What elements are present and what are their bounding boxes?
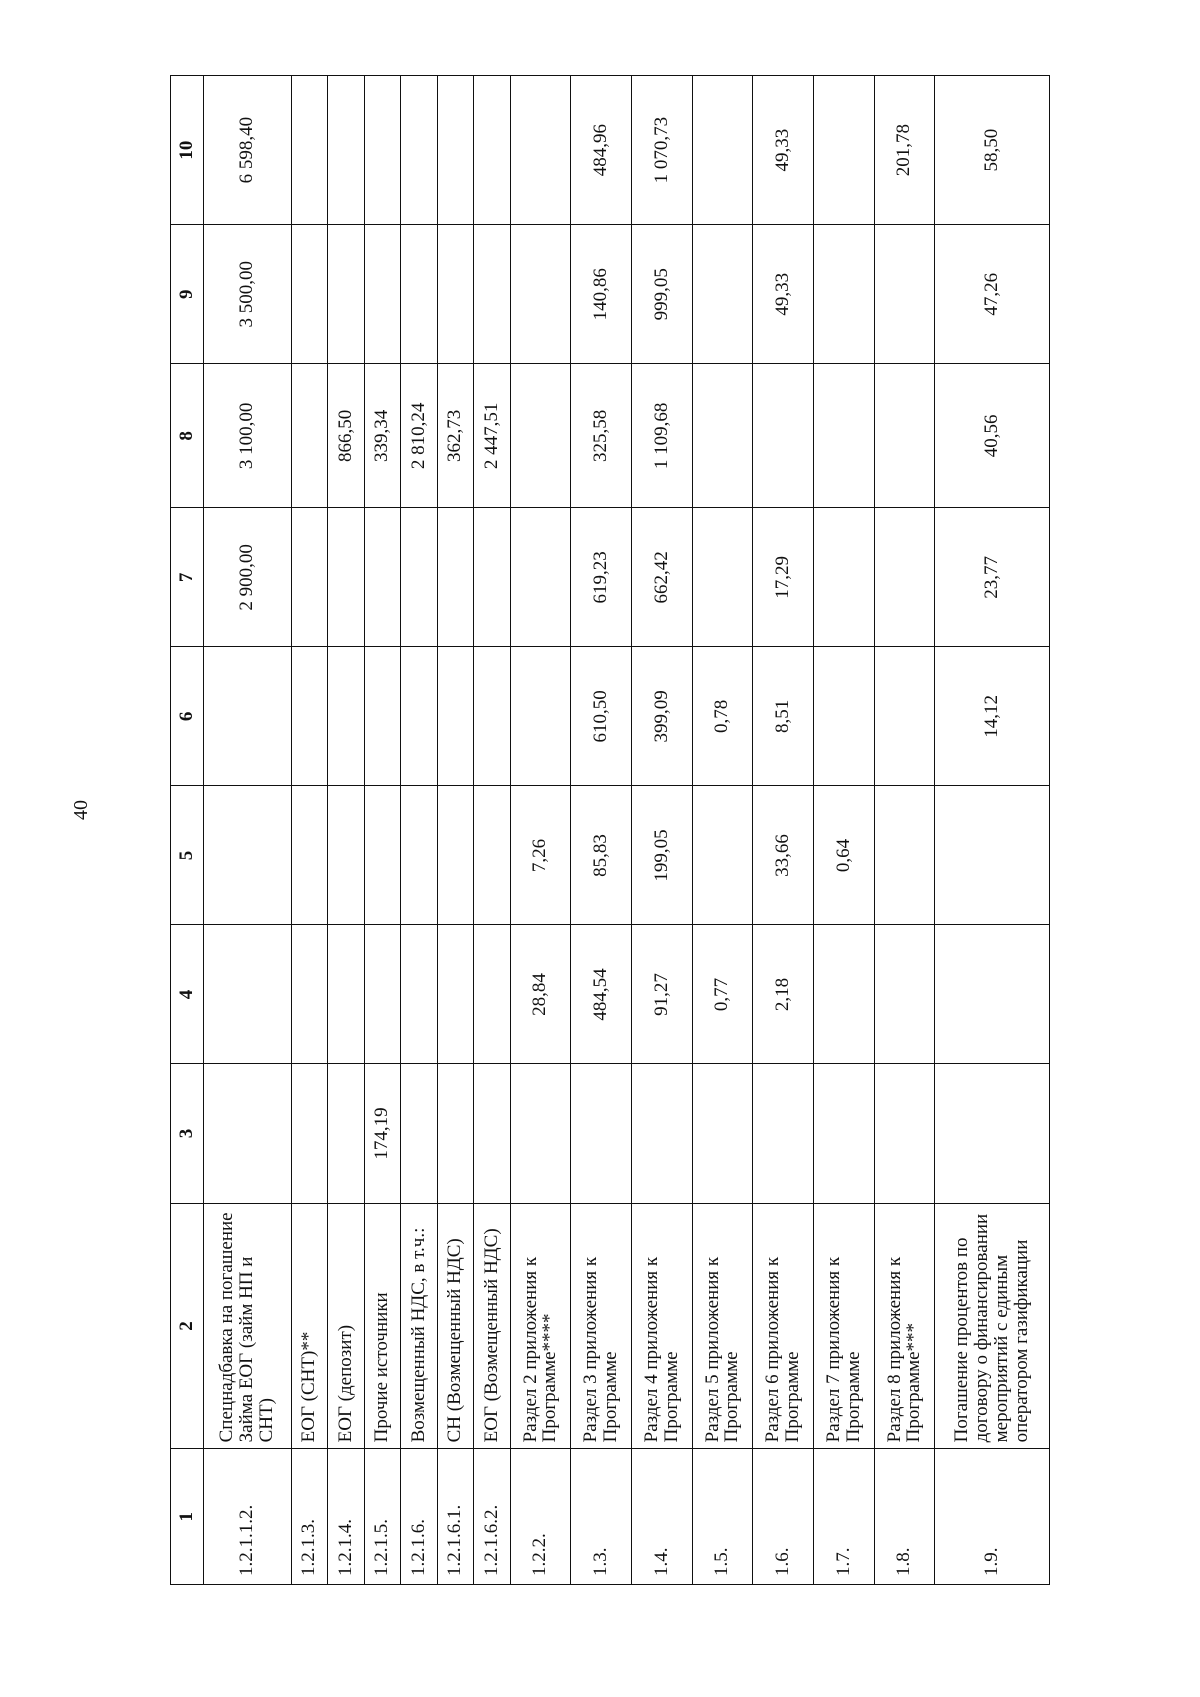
page-number: 40: [70, 800, 92, 820]
cell-col-6: [204, 647, 292, 786]
cell-col-5: 0,64: [813, 786, 874, 925]
cell-col-4: 28,84: [510, 925, 571, 1064]
row-code: 1.9.: [935, 1449, 1050, 1585]
row-code: 1.2.1.5.: [364, 1449, 401, 1585]
table-row: [631, 76, 692, 1585]
cell-col-10: [510, 76, 571, 225]
cell-col-9: [510, 225, 571, 364]
row-label: Спецнадбавка на погашение Займа ЕОГ (займ НП и СНТ): [204, 1203, 292, 1449]
cell-col-3: [510, 1064, 571, 1203]
cell-col-8: 2 810,24: [401, 364, 438, 508]
cell-col-6: [874, 647, 935, 786]
table-row: [364, 76, 401, 1585]
table-row: [437, 76, 474, 1585]
cell-col-3: [874, 1064, 935, 1203]
cell-col-6: 610,50: [571, 647, 632, 786]
row-label: Раздел 6 приложения к Программе: [753, 1203, 814, 1449]
row-code: 1.6.: [753, 1449, 814, 1585]
cell-col-5: [204, 786, 292, 925]
cell-col-4: [291, 925, 328, 1064]
cell-col-10: [328, 76, 365, 225]
cell-col-7: 619,23: [571, 508, 632, 647]
cell-col-9: [437, 225, 474, 364]
cell-col-7: 2 900,00: [204, 508, 292, 647]
cell-col-4: [364, 925, 401, 1064]
column-header-4: 4: [171, 925, 204, 1064]
cell-col-7: [692, 508, 753, 647]
cell-col-10: 201,78: [874, 76, 935, 225]
row-label: ЕОГ (депозит): [328, 1203, 365, 1449]
cell-col-9: 49,33: [753, 225, 814, 364]
cell-col-6: [510, 647, 571, 786]
cell-col-6: [813, 647, 874, 786]
cell-col-5: [874, 786, 935, 925]
cell-col-9: [328, 225, 365, 364]
cell-col-4: [935, 925, 1050, 1064]
cell-col-5: [935, 786, 1050, 925]
cell-col-5: [692, 786, 753, 925]
cell-col-5: 199,05: [631, 786, 692, 925]
cell-col-7: [291, 508, 328, 647]
cell-col-3: [437, 1064, 474, 1203]
cell-col-8: 339,34: [364, 364, 401, 508]
cell-col-4: [204, 925, 292, 1064]
cell-col-8: [874, 364, 935, 508]
cell-col-9: [401, 225, 438, 364]
cell-col-7: [328, 508, 365, 647]
row-label: Раздел 4 приложения к Программе: [631, 1203, 692, 1449]
row-code: 1.2.1.6.: [401, 1449, 438, 1585]
cell-col-6: [364, 647, 401, 786]
cell-col-7: [510, 508, 571, 647]
table-row: [328, 76, 365, 1585]
table-row: [753, 76, 814, 1585]
cell-col-9: [474, 225, 511, 364]
cell-col-5: [437, 786, 474, 925]
cell-col-6: [437, 647, 474, 786]
column-header-10: 10: [171, 76, 204, 225]
cell-col-9: 999,05: [631, 225, 692, 364]
data-table: [170, 75, 1050, 1585]
cell-col-10: 484,96: [571, 76, 632, 225]
row-code: 1.3.: [571, 1449, 632, 1585]
row-code: 1.5.: [692, 1449, 753, 1585]
row-label: ЕОГ (СНТ)**: [291, 1203, 328, 1449]
cell-col-10: 1 070,73: [631, 76, 692, 225]
cell-col-6: 0,78: [692, 647, 753, 786]
row-code: 1.2.1.3.: [291, 1449, 328, 1585]
cell-col-7: 17,29: [753, 508, 814, 647]
cell-col-3: [935, 1064, 1050, 1203]
row-label: Раздел 7 приложения к Программе: [813, 1203, 874, 1449]
table-row: [401, 76, 438, 1585]
cell-col-3: [291, 1064, 328, 1203]
cell-col-4: [874, 925, 935, 1064]
row-code: 1.2.2.: [510, 1449, 571, 1585]
cell-col-8: 40,56: [935, 364, 1050, 508]
cell-col-7: [401, 508, 438, 647]
cell-col-9: [291, 225, 328, 364]
row-label: Возмещенный НДС, в т.ч.:: [401, 1203, 438, 1449]
cell-col-7: 662,42: [631, 508, 692, 647]
cell-col-8: 2 447,51: [474, 364, 511, 508]
cell-col-8: 1 109,68: [631, 364, 692, 508]
row-label: Раздел 8 приложения к Программе***: [874, 1203, 935, 1449]
cell-col-10: 58,50: [935, 76, 1050, 225]
cell-col-6: [401, 647, 438, 786]
cell-col-8: 325,58: [571, 364, 632, 508]
cell-col-6: [328, 647, 365, 786]
cell-col-8: [813, 364, 874, 508]
cell-col-10: [437, 76, 474, 225]
cell-col-5: [364, 786, 401, 925]
cell-col-9: 3 500,00: [204, 225, 292, 364]
column-header-2: 2: [171, 1203, 204, 1449]
cell-col-4: 484,54: [571, 925, 632, 1064]
table-row: [935, 76, 1050, 1585]
table-row: [813, 76, 874, 1585]
table-row: [571, 76, 632, 1585]
table-row: [204, 76, 292, 1585]
cell-col-3: [631, 1064, 692, 1203]
column-header-3: 3: [171, 1064, 204, 1203]
cell-col-3: [328, 1064, 365, 1203]
table-container: [170, 75, 1050, 1585]
cell-col-7: 23,77: [935, 508, 1050, 647]
cell-col-3: [753, 1064, 814, 1203]
cell-col-6: 399,09: [631, 647, 692, 786]
cell-col-4: [328, 925, 365, 1064]
row-code: 1.4.: [631, 1449, 692, 1585]
table-row: [291, 76, 328, 1585]
cell-col-3: [204, 1064, 292, 1203]
table-row: [510, 76, 571, 1585]
cell-col-6: 14,12: [935, 647, 1050, 786]
row-label: СН (Возмещенный НДС): [437, 1203, 474, 1449]
table-row: [692, 76, 753, 1585]
column-header-9: 9: [171, 225, 204, 364]
cell-col-7: [474, 508, 511, 647]
cell-col-6: 8,51: [753, 647, 814, 786]
cell-col-8: 362,73: [437, 364, 474, 508]
cell-col-10: [364, 76, 401, 225]
column-header-5: 5: [171, 786, 204, 925]
cell-col-10: [474, 76, 511, 225]
row-label: ЕОГ (Возмещенный НДС): [474, 1203, 511, 1449]
cell-col-9: 47,26: [935, 225, 1050, 364]
cell-col-7: [437, 508, 474, 647]
cell-col-8: [753, 364, 814, 508]
header-row: [171, 76, 204, 1585]
table-row: [874, 76, 935, 1585]
cell-col-10: [401, 76, 438, 225]
cell-col-5: 85,83: [571, 786, 632, 925]
cell-col-9: [874, 225, 935, 364]
cell-col-4: [474, 925, 511, 1064]
cell-col-4: 91,27: [631, 925, 692, 1064]
cell-col-5: [474, 786, 511, 925]
cell-col-5: 7,26: [510, 786, 571, 925]
cell-col-6: [291, 647, 328, 786]
row-code: 1.2.1.6.1.: [437, 1449, 474, 1585]
cell-col-8: [291, 364, 328, 508]
cell-col-4: 2,18: [753, 925, 814, 1064]
cell-col-4: [813, 925, 874, 1064]
row-code: 1.7.: [813, 1449, 874, 1585]
cell-col-4: 0,77: [692, 925, 753, 1064]
row-label: Погашение процентов по договору о финансировании мероприятий с единым оператором газификации: [935, 1203, 1050, 1449]
cell-col-9: 140,86: [571, 225, 632, 364]
cell-col-10: 49,33: [753, 76, 814, 225]
cell-col-5: 33,66: [753, 786, 814, 925]
row-label: Прочие источники: [364, 1203, 401, 1449]
row-code: 1.2.1.6.2.: [474, 1449, 511, 1585]
cell-col-9: [813, 225, 874, 364]
cell-col-6: [474, 647, 511, 786]
cell-col-8: 866,50: [328, 364, 365, 508]
table-row: [474, 76, 511, 1585]
cell-col-3: [813, 1064, 874, 1203]
cell-col-3: [692, 1064, 753, 1203]
cell-col-8: 3 100,00: [204, 364, 292, 508]
cell-col-10: [813, 76, 874, 225]
column-header-1: 1: [171, 1449, 204, 1585]
row-code: 1.8.: [874, 1449, 935, 1585]
cell-col-7: [874, 508, 935, 647]
row-label: Раздел 3 приложения к Программе: [571, 1203, 632, 1449]
cell-col-8: [692, 364, 753, 508]
cell-col-9: [692, 225, 753, 364]
cell-col-3: [401, 1064, 438, 1203]
cell-col-7: [813, 508, 874, 647]
row-code: 1.2.1.4.: [328, 1449, 365, 1585]
cell-col-9: [364, 225, 401, 364]
cell-col-10: [291, 76, 328, 225]
cell-col-4: [401, 925, 438, 1064]
row-label: Раздел 2 приложения к Программе****: [510, 1203, 571, 1449]
cell-col-10: 6 598,40: [204, 76, 292, 225]
row-code: 1.2.1.1.2.: [204, 1449, 292, 1585]
column-header-7: 7: [171, 508, 204, 647]
cell-col-5: [328, 786, 365, 925]
column-header-6: 6: [171, 647, 204, 786]
cell-col-5: [291, 786, 328, 925]
row-label: Раздел 5 приложения к Программе: [692, 1203, 753, 1449]
cell-col-8: [510, 364, 571, 508]
cell-col-3: 174,19: [364, 1064, 401, 1203]
cell-col-5: [401, 786, 438, 925]
cell-col-3: [571, 1064, 632, 1203]
table-body: [204, 76, 1050, 1585]
column-header-8: 8: [171, 364, 204, 508]
cell-col-4: [437, 925, 474, 1064]
cell-col-7: [364, 508, 401, 647]
cell-col-10: [692, 76, 753, 225]
cell-col-3: [474, 1064, 511, 1203]
